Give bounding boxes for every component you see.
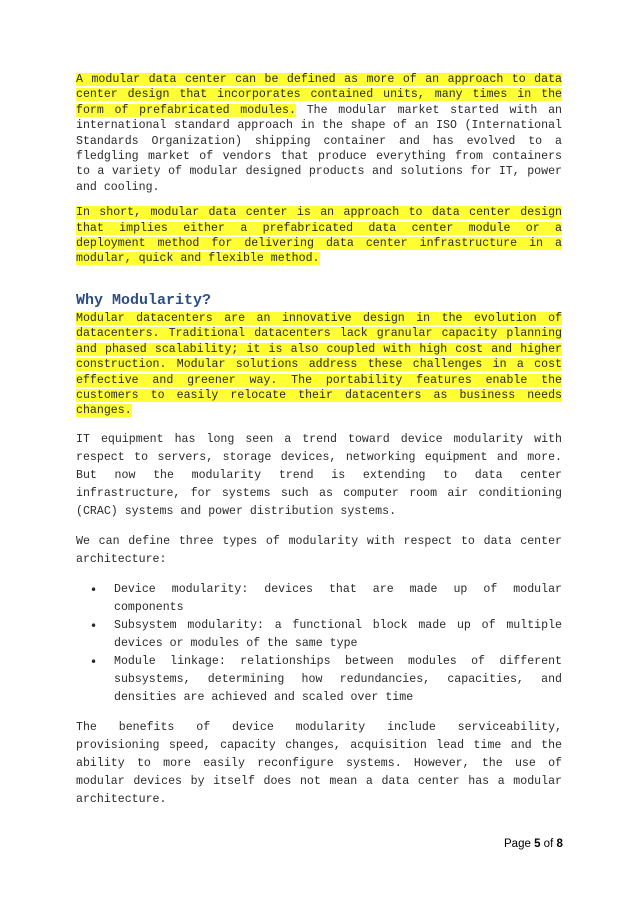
intro-highlight: A modular data center can be defined as more of an approach to data center design that incorporates contained units, many times in the form of prefabricated modules. <box>76 73 562 117</box>
list-item <box>76 653 562 707</box>
modularity-types-list <box>76 581 562 707</box>
benefits-paragraph: The benefits of device modularity include serviceability, provisioning speed, capacity changes, acquisition lead time and the ability to more easily reconfigure systems. However, the use of modular devices by itself does not mean a data center has a modular architecture. <box>76 720 562 806</box>
list-item <box>76 581 562 617</box>
list-item-text: Subsystem modularity: a functional block made up of multiple devices or modules of the same type <box>114 618 562 650</box>
modular-paragraph <box>76 311 562 419</box>
bullet-icon: • <box>90 618 98 633</box>
intro-text: The modular market started with an international standard approach in the shape of an ISO (International Standards Organization) shipping container and has evolved to a fledgling market of vendors that produce everything from containers to a variety of modular designed products and solutions for IT, power and cooling. <box>76 103 562 194</box>
document-page <box>76 72 562 809</box>
short-highlight: In short, modular data center is an approach to data center design that implies either a prefabricated data center module or a deployment method for delivering data center infrastructure in a modular, quick and flexible method. <box>76 206 562 266</box>
page-footer <box>504 838 563 850</box>
intro-paragraph <box>76 72 562 195</box>
footer-of-word: of <box>543 838 554 850</box>
section-heading: Why Modularity? <box>76 291 212 309</box>
modular-highlight: Modular datacenters are an innovative design in the evolution of datacenters. Traditional datacenters lack granular capacity planning and phased scalability; it is also coupled with high cost and higher construction. Modular solutions address these challenges in a cost effective and greener way. The portability features enable the customers to easily relocate their datacenters as business needs changes. <box>76 311 562 418</box>
bullet-icon: • <box>90 582 98 597</box>
footer-page-word: Page <box>504 838 531 850</box>
types-intro-paragraph: We can define three types of modularity with respect to data center architecture: <box>76 534 562 566</box>
bullet-icon: • <box>90 654 98 669</box>
list-item-text: Device modularity: devices that are made up of modular components <box>114 582 562 614</box>
footer-page-number: 5 <box>534 838 541 850</box>
trend-paragraph: IT equipment has long seen a trend toward device modularity with respect to servers, storage devices, networking equipment and more. But now the modularity trend is extending to data center infrastructure, for systems such as computer room air conditioning (CRAC) systems and power distribution systems. <box>76 432 562 518</box>
list-item <box>76 617 562 653</box>
short-paragraph <box>76 205 562 267</box>
footer-page-total: 8 <box>556 838 563 850</box>
list-item-text: Module linkage: relationships between modules of different subsystems, determining how redundancies, capacities, and densities are achieved and scaled over time <box>114 654 562 704</box>
